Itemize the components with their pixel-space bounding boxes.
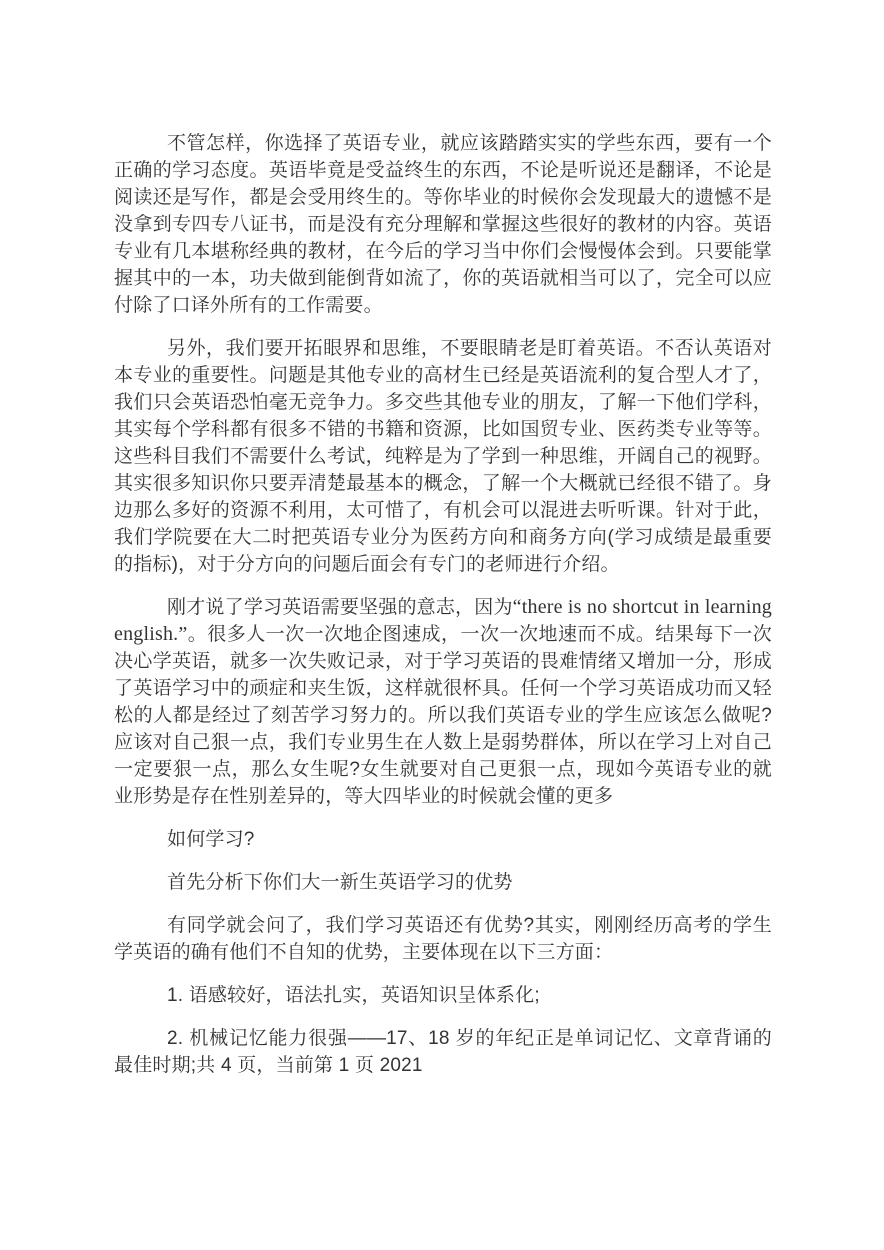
paragraph-broaden-horizons: 另外，我们要开拓眼界和思维，不要眼睛老是盯着英语。不否认英语对本专业的重要性。问题是其他专业的高材生已经是英语流利的复合型人才了，我们只会英语恐怕毫无竞争力。多交些其他专业的朋友，了解一下他们学科，其实每个学科都有很多不错的书籍和资源，比如国贸专业、医药类专业等等。这些科目我们不需要什么考试，纯粹是为了学到一种思维，开阔自己的视野。其实很多知识你只要弄清楚最基本的概念，了解一个大概就已经很不错了。身边那么多好的资源不利用，太可惜了，有机会可以混进去听听课。针对于此，我们学院要在大二时把英语专业分为医药方向和商务方向(学习成绩是最重要的指标)，对于分方向的问题后面会有专门的老师进行介绍。 xyxy=(114,338,772,575)
english-quote: “there is no shortcut in learning english.” xyxy=(114,596,772,645)
paragraph-strong-will-rest: 。很多人一次一次地企图速成，一次一次地速而不成。结果每下一次决心学英语，就多一次失败记录，对于学习英语的畏难情绪又增加一分，形成了英语学习中的顽症和夹生饭，这样就很杯具。任何一个学习英语成功而又轻松的人都是经过了刻苦学习努力的。所以我们英语专业的学生应该怎么做呢?应该对自己狠一点，我们专业男生在人数上是弱势群体，所以在学习上对自己一定要狠一点，那么女生呢?女生就要对自己更狠一点，现如今英语专业的就业形势是存在性别差异的，等大四毕业的时候就会懂的更多 xyxy=(114,624,772,807)
paragraph-strong-will xyxy=(114,594,772,810)
document-content xyxy=(114,130,772,1079)
list-item-advantage-1: 1. 语感较好，语法扎实，英语知识呈体系化; xyxy=(167,985,540,1006)
paragraph-advantages-intro: 有同学就会问了，我们学习英语还有优势?其实，刚刚经历高考的学生学英语的确有他们不自知的优势，主要体现在以下三方面： xyxy=(114,915,772,963)
paragraph-study-attitude: 不管怎样，你选择了英语专业，就应该踏踏实实的学些东西，要有一个正确的学习态度。英语毕竟是受益终生的东西，不论是听说还是翻译，不论是阅读还是写作，都是会受用终生的。等你毕业的时候你会发现最大的遗憾不是没拿到专四专八证书，而是没有充分理解和掌握这些很好的教材的内容。英语专业有几本堪称经典的教材，在今后的学习当中你们会慢慢体会到。只要能掌握其中的一本，功夫做到能倒背如流了，你的英语就相当可以了，完全可以应付除了口译外所有的工作需要。 xyxy=(114,133,772,316)
list-item-advantage-2: 2. 机械记忆能力很强——17、18 岁的年纪正是单词记忆、文章背诵的最佳时期;共 4 页，当前第 1 页 2021 xyxy=(114,1028,772,1076)
paragraph-strong-will-lead: 刚才说了学习英语需要坚强的意志，因为 xyxy=(167,597,513,618)
section-heading-freshman-advantages: 首先分析下你们大一新生英语学习的优势 xyxy=(167,872,513,893)
section-heading-how-to-learn: 如何学习? xyxy=(167,829,255,850)
